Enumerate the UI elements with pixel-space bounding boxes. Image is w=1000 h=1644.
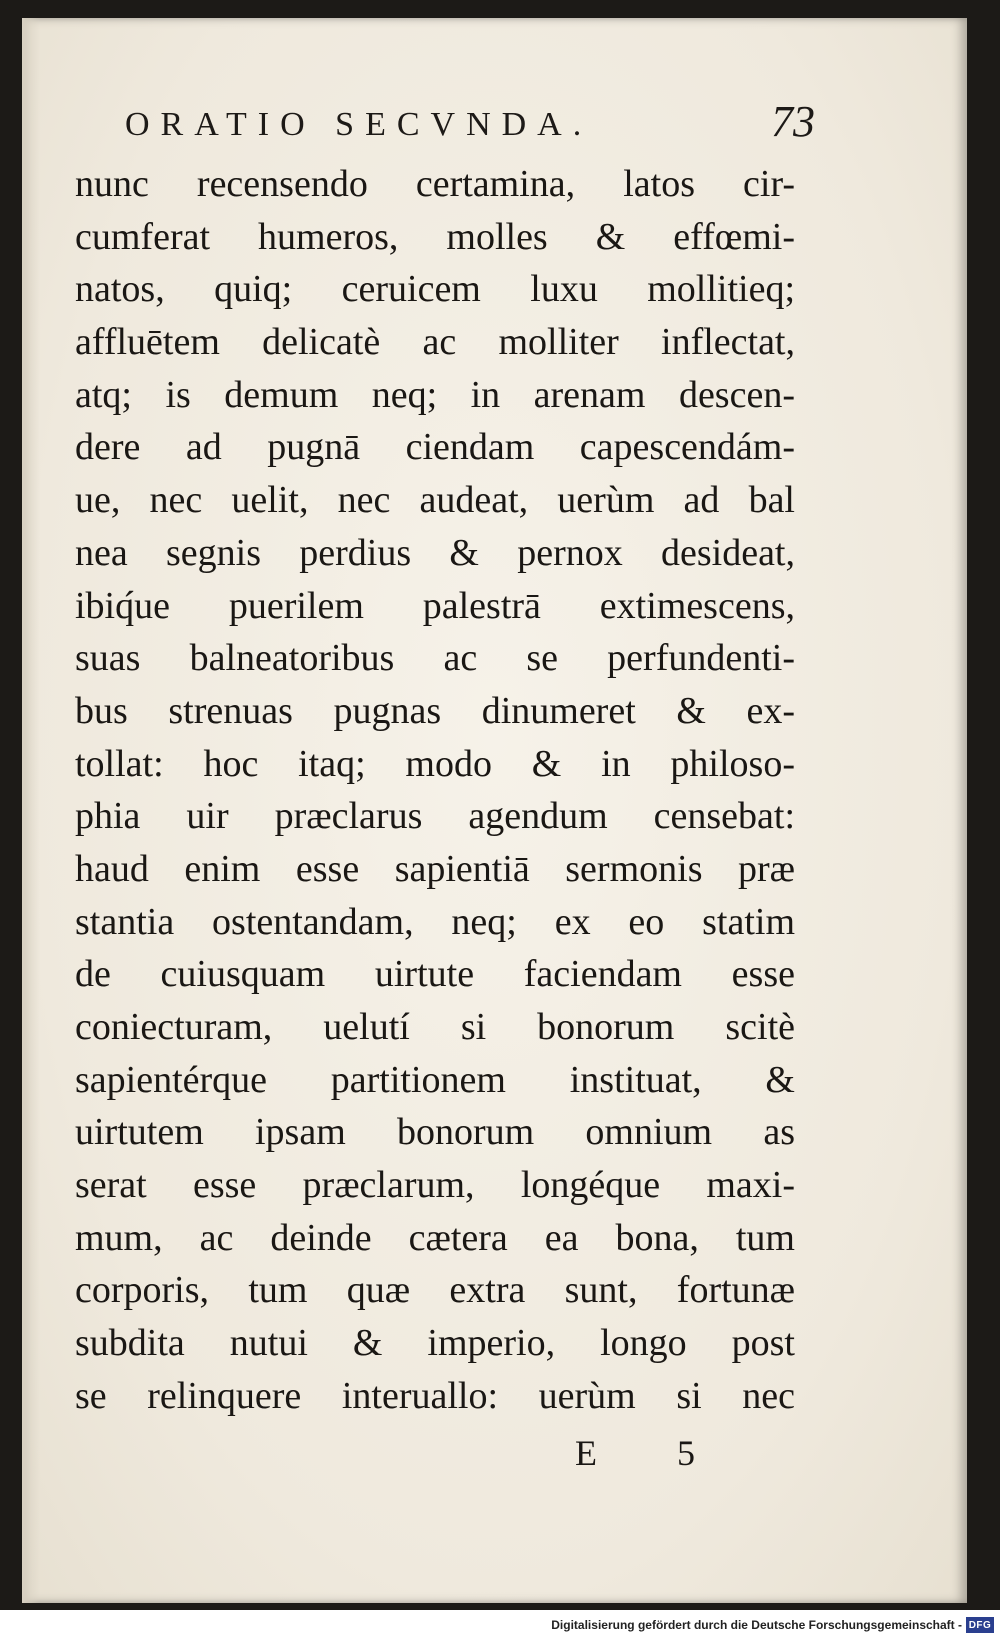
text-line: cumferat humeros, molles & effœmi- xyxy=(75,215,795,258)
signature-number: 5 xyxy=(677,1433,695,1473)
text-line: haud enim esse sapientiā sermonis præ xyxy=(75,847,795,890)
text-line: tollat: hoc itaq; modo & in philoso- xyxy=(75,742,795,785)
text-line: stantia ostentandam, neq; ex eo statim xyxy=(75,900,795,943)
text-line: natos, quiq; ceruicem luxu mollitieq; xyxy=(75,268,795,311)
text-line: phia uir præclarus agendum censebat: xyxy=(75,795,795,838)
text-line: ue, nec uelit, nec audeat, uerùm ad bal xyxy=(75,479,795,522)
text-line: affluētem delicatè ac molliter inflectat, xyxy=(75,321,795,364)
text-line: corporis, tum quæ extra sunt, fortunæ xyxy=(75,1269,795,1312)
text-line: subdita nutui & imperio, longo post xyxy=(75,1322,795,1365)
signature-mark xyxy=(575,1432,695,1474)
text-line: bus strenuas pugnas dinumeret & ex- xyxy=(75,689,795,732)
page-header xyxy=(125,92,815,152)
text-line: atq; is demum neq; in arenam descen- xyxy=(75,373,795,416)
text-line: suas balneatoribus ac se perfundenti- xyxy=(75,637,795,680)
footer-bar xyxy=(0,1610,1000,1644)
text-line: nunc recensendo certamina, latos cir- xyxy=(75,163,795,205)
body-text xyxy=(75,158,795,1423)
text-line: serat esse præclarum, longéque maxi- xyxy=(75,1164,795,1207)
text-line: se relinquere interuallo: uerùm si nec xyxy=(75,1374,795,1417)
text-line: mum, ac deinde cætera ea bona, tum xyxy=(75,1216,795,1259)
text-line: coniecturam, uelutí si bonorum scitè xyxy=(75,1006,795,1048)
page-gutter-shadow xyxy=(22,18,40,1603)
signature-letter: E xyxy=(575,1433,597,1473)
page-number: 73 xyxy=(771,97,815,146)
text-line: uirtutem ipsam bonorum omnium as xyxy=(75,1111,795,1154)
text-line: dere ad pugnā ciendam capescendám- xyxy=(75,426,795,469)
text-line: nea segnis perdius & pernox desideat, xyxy=(75,531,795,574)
funding-credit: Digitalisierung gefördert durch die Deutsche Forschungsgemeinschaft - xyxy=(551,1618,962,1632)
text-line: de cuiusquam uirtute faciendam esse xyxy=(75,953,795,996)
text-line: ibiq́ue puerilem palestrā extimescens, xyxy=(75,584,795,627)
running-head: ORATIO SECVNDA. xyxy=(125,106,593,143)
text-line: sapientérque partitionem instituat, & xyxy=(75,1058,795,1101)
dfg-logo: DFG xyxy=(966,1617,994,1633)
